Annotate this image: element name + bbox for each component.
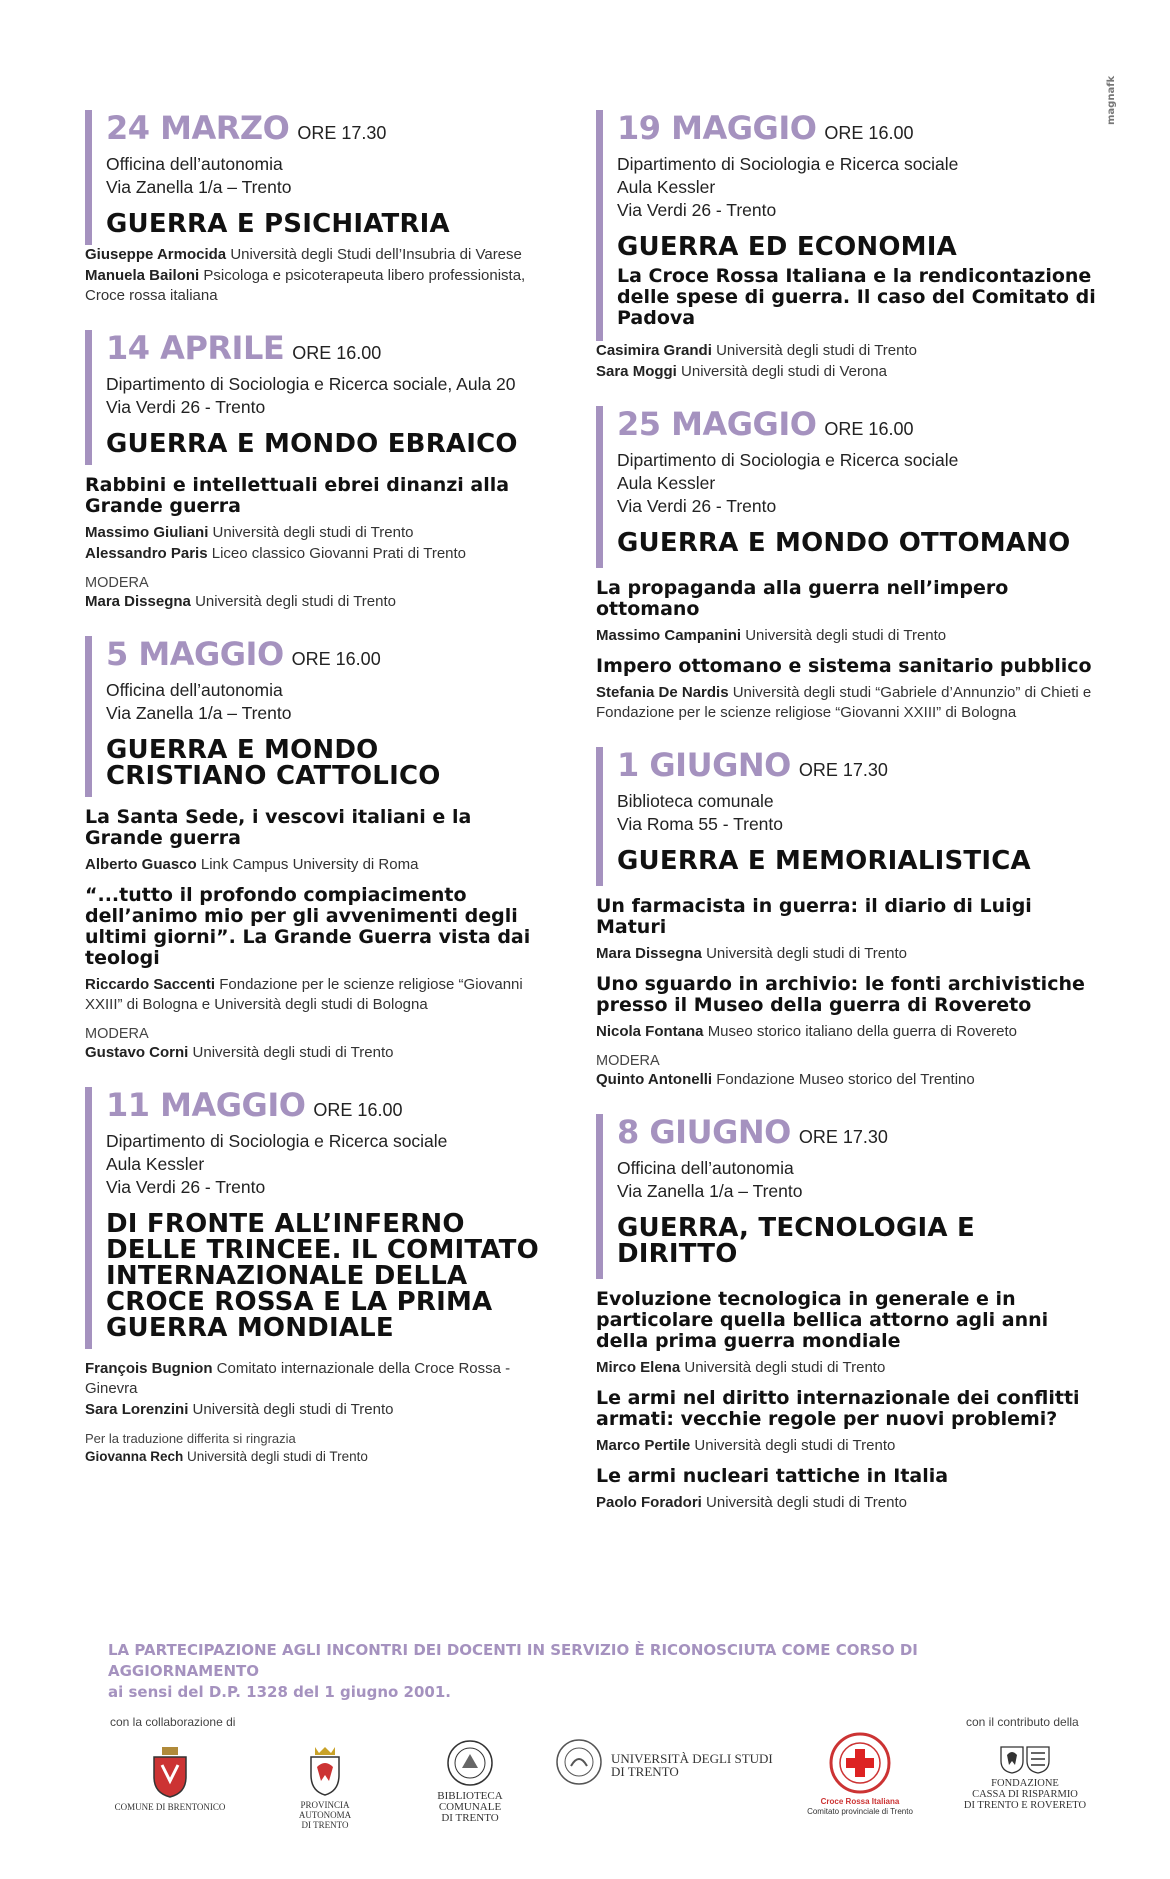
event-header xyxy=(85,110,545,245)
right-column xyxy=(596,110,1096,1537)
talk-title: La Santa Sede, i vescovi italiani e la Grande guerra xyxy=(85,806,472,849)
translation-note: Per la traduzione differita si ringrazia xyxy=(85,1431,296,1446)
speaker: Sara Lorenzini Università degli studi di Trento xyxy=(85,1401,394,1418)
event-date: 24 MARZO xyxy=(106,109,290,147)
speaker: Alberto Guasco Link Campus University di Roma xyxy=(85,856,419,873)
svg-text:magnafk: magnafk xyxy=(1106,75,1117,125)
event-date: 5 MAGGIO xyxy=(106,635,284,673)
venue-line: Aula Kessler xyxy=(617,473,716,493)
event-title: GUERRA E MONDO CRISTIANO CATTOLICO xyxy=(106,735,441,791)
event-header xyxy=(596,747,1096,886)
university-seal-icon xyxy=(555,1738,603,1786)
speaker: Giuseppe Armocida Università degli Studi dell’Insubria di Varese xyxy=(85,246,522,263)
event-date: 8 GIUGNO xyxy=(617,1113,791,1151)
event-time: ORE 17.30 xyxy=(798,760,888,780)
event-time: ORE 16.00 xyxy=(292,343,382,363)
event-time: ORE 16.00 xyxy=(291,649,381,669)
talk-title: La propaganda alla guerra nell’impero ottomano xyxy=(596,577,1009,620)
event-8-giugno xyxy=(596,1114,1096,1513)
event-time: ORE 16.00 xyxy=(824,419,914,439)
venue-line: Dipartimento di Sociologia e Ricerca sociale, Aula 20 xyxy=(106,374,516,394)
logo-fondazione: FONDAZIONE CASSA DI RISPARMIO DI TRENTO E ROVERETO xyxy=(955,1745,1095,1811)
speaker: Mirco Elena Università degli studi di Trento xyxy=(596,1359,886,1376)
moderator: Mara Dissegna Università degli studi di Trento xyxy=(85,593,396,610)
venue-line: Officina dell’autonomia xyxy=(106,680,283,700)
venue-line: Biblioteca comunale xyxy=(617,791,774,811)
talk-title: La Croce Rossa Italiana e la rendicontazione delle spese di guerra. Il caso del Comitato di Padova xyxy=(617,265,1096,329)
event-time: ORE 16.00 xyxy=(313,1100,403,1120)
moderator: Quinto Antonelli Fondazione Museo storico del Trentino xyxy=(596,1071,975,1088)
brand-mark xyxy=(1100,75,1120,135)
talk-title: “...tutto il profondo compiacimento dell’animo mio per gli avvenimenti degli ultimi giorni”. La Grande Guerra vista dai teologi xyxy=(85,884,531,969)
speaker: Casimira Grandi Università degli studi di Trento xyxy=(596,342,917,359)
speaker: Stefania De Nardis Università degli studi “Gabriele d’Annunzio” di Chieti e Fondazione per le scienze religiose “Giovanni XXIII” di Bologna xyxy=(596,684,1092,721)
eagle-crest-icon xyxy=(307,1745,343,1797)
translator: Giovanna Rech Università degli studi di Trento xyxy=(85,1449,368,1464)
venue-line: Via Verdi 26 - Trento xyxy=(106,1177,266,1197)
event-14-aprile xyxy=(85,330,545,612)
speaker: Nicola Fontana Museo storico italiano della guerra di Rovereto xyxy=(596,1023,1018,1040)
logo-universita: UNIVERSITÀ DEGLI STUDI DI TRENTO xyxy=(555,1738,785,1789)
venue-line: Via Verdi 26 - Trento xyxy=(617,496,777,516)
moderator-label: MODERA xyxy=(596,1053,660,1069)
venue-line: Via Zanella 1/a – Trento xyxy=(617,1181,803,1201)
moderator-label: MODERA xyxy=(85,1026,149,1042)
venue-line: Officina dell’autonomia xyxy=(617,1158,794,1178)
moderator: Gustavo Corni Università degli studi di Trento xyxy=(85,1044,394,1061)
venue-line: Officina dell’autonomia xyxy=(106,154,283,174)
logo-provincia: PROVINCIA AUTONOMA DI TRENTO xyxy=(275,1745,375,1830)
logo-croce-rossa: Croce Rossa Italiana Comitato provinciale di Trento xyxy=(800,1732,920,1817)
talk-title: Uno sguardo in archivio: le fonti archivistiche presso il Museo della guerra di Rovereto xyxy=(596,973,1085,1016)
venue-line: Aula Kessler xyxy=(617,177,716,197)
event-date: 11 MAGGIO xyxy=(106,1086,306,1124)
talk-title: Rabbini e intellettuali ebrei dinanzi alla Grande guerra xyxy=(85,474,510,517)
talk-title: Evoluzione tecnologica in generale e in particolare quella bellica attorno agli anni della prima guerra mondiale xyxy=(596,1288,1049,1352)
event-date: 19 MAGGIO xyxy=(617,109,817,147)
speaker: Paolo Foradori Università degli studi di Trento xyxy=(596,1494,907,1511)
left-column xyxy=(85,110,545,1491)
event-header xyxy=(85,636,545,797)
event-header xyxy=(85,330,545,465)
seal-icon xyxy=(445,1738,495,1788)
event-header xyxy=(596,406,1096,568)
event-title: GUERRA E MONDO EBRAICO xyxy=(106,429,518,459)
twin-crests-icon xyxy=(997,1745,1053,1775)
event-date: 14 APRILE xyxy=(106,329,285,367)
event-title: GUERRA ED ECONOMIA xyxy=(617,232,957,262)
venue-line: Via Verdi 26 - Trento xyxy=(617,200,777,220)
event-25-maggio xyxy=(596,406,1096,723)
speaker: Massimo Giuliani Università degli studi di Trento xyxy=(85,524,414,541)
event-time: ORE 17.30 xyxy=(297,123,387,143)
event-time: ORE 17.30 xyxy=(798,1127,888,1147)
event-title: GUERRA, TECNOLOGIA E DIRITTO xyxy=(617,1213,975,1269)
speaker: Manuela Bailoni Psicologa e psicoterapeuta libero professionista, Croce rossa italiana xyxy=(85,267,526,304)
speaker: Mara Dissegna Università degli studi di Trento xyxy=(596,945,907,962)
event-title: GUERRA E MEMORIALISTICA xyxy=(617,846,1031,876)
event-title: GUERRA E MONDO OTTOMANO xyxy=(617,528,1071,558)
speaker: Alessandro Paris Liceo classico Giovanni Prati di Trento xyxy=(85,545,467,562)
event-11-maggio xyxy=(85,1087,545,1467)
event-date: 25 MAGGIO xyxy=(617,405,817,443)
venue-line: Via Zanella 1/a – Trento xyxy=(106,177,292,197)
speaker: Sara Moggi Università degli studi di Verona xyxy=(596,363,887,380)
coat-of-arms-icon xyxy=(148,1745,192,1799)
venue-line: Aula Kessler xyxy=(106,1154,205,1174)
event-header xyxy=(85,1087,545,1349)
speaker: François Bugnion Comitato internazionale della Croce Rossa - Ginevra xyxy=(85,1360,511,1397)
venue-line: Dipartimento di Sociologia e Ricerca sociale xyxy=(617,154,959,174)
event-header xyxy=(596,110,1096,341)
event-title: DI FRONTE ALL’INFERNO DELLE TRINCEE. IL COMITATO INTERNAZIONALE DELLA CROCE ROSSA E LA PRIMA GUERRA MONDIALE xyxy=(106,1209,539,1343)
event-1-giugno xyxy=(596,747,1096,1090)
venue-line: Dipartimento di Sociologia e Ricerca sociale xyxy=(106,1131,448,1151)
logo-brentonico: COMUNE DI BRENTONICO xyxy=(100,1745,240,1812)
venue-line: Via Verdi 26 - Trento xyxy=(106,397,266,417)
event-title: GUERRA E PSICHIATRIA xyxy=(106,209,450,239)
event-date: 1 GIUGNO xyxy=(617,746,791,784)
talk-title: Le armi nucleari tattiche in Italia xyxy=(596,1465,949,1487)
red-cross-icon xyxy=(829,1732,891,1794)
event-24-marzo xyxy=(85,110,545,306)
venue-line: Dipartimento di Sociologia e Ricerca sociale xyxy=(617,450,959,470)
event-header xyxy=(596,1114,1096,1279)
speaker: Riccardo Saccenti Fondazione per le scienze religiose “Giovanni XXIII” di Bologna e Università degli studi di Bologna xyxy=(85,976,523,1013)
speaker: Marco Pertile Università degli studi di Trento xyxy=(596,1437,896,1454)
collaboration-label: con la collaborazione di xyxy=(110,1715,236,1729)
venue-line: Via Roma 55 - Trento xyxy=(617,814,784,834)
venue-line: Via Zanella 1/a – Trento xyxy=(106,703,292,723)
event-time: ORE 16.00 xyxy=(824,123,914,143)
talk-title: Le armi nel diritto internazionale dei conflitti armati: vecchie regole per nuovi problemi? xyxy=(596,1387,1080,1430)
accreditation-notice: LA PARTECIPAZIONE AGLI INCONTRI DEI DOCENTI IN SERVIZIO È RICONOSCIUTA COME CORSO DI AGGIORNAMENTO ai sensi del D.P. 1328 del 1 giugno 2001. xyxy=(108,1641,918,1701)
event-5-maggio xyxy=(85,636,545,1063)
talk-title: Impero ottomano e sistema sanitario pubblico xyxy=(596,655,1092,677)
talk-title: Un farmacista in guerra: il diario di Luigi Maturi xyxy=(596,895,1032,938)
contribution-label: con il contributo della xyxy=(966,1715,1079,1729)
moderator-label: MODERA xyxy=(85,575,149,591)
logo-biblioteca: BIBLIOTECA COMUNALE DI TRENTO xyxy=(420,1738,520,1824)
speaker: Massimo Campanini Università degli studi di Trento xyxy=(596,627,947,644)
event-19-maggio xyxy=(596,110,1096,382)
